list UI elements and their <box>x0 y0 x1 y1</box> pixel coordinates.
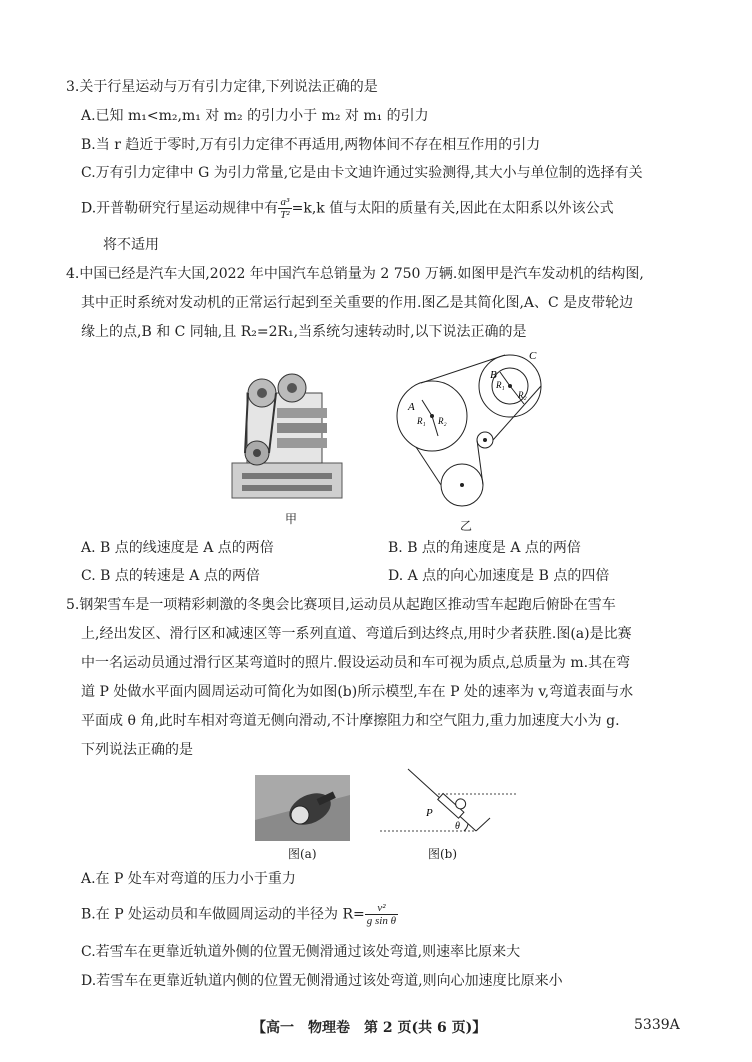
q5-line6: 下列说法正确的是 <box>81 742 193 758</box>
q4-line1: 4.中国已经是汽车大国,2022 年中国汽车总销量为 2 750 万辆.如图甲是汽车发动机的结构图, <box>66 266 644 282</box>
label-r1-b: R₁ <box>496 380 505 390</box>
fig-yi-caption: 乙 <box>460 519 473 533</box>
q4-line2: 其中正时系统对发动机的正常运行起到至关重要的作用.图乙是其简化图,A、C 是皮带轮边 <box>81 295 634 311</box>
q5-option-a: A.在 P 处车对弯道的压力小于重力 <box>81 871 296 887</box>
radius-fraction <box>365 902 398 927</box>
page-footer: 【高一 物理卷 第 2 页(共 6 页)】 <box>252 1020 487 1036</box>
label-theta: θ <box>455 821 460 832</box>
q3-option-c: C.万有引力定律中 G 为引力常量,它是由卡文迪许通过实验测得,其大小与单位制的选择有关 <box>81 165 643 181</box>
q4-line3: 缘上的点,B 和 C 同轴,且 R₂=2R₁,当系统匀速转动时,以下说法正确的是 <box>81 324 527 340</box>
q5-line5: 平面成 θ 角,此时车相对弯道无侧向滑动,不计摩擦阻力和空气阻力,重力加速度大小为 g. <box>81 713 620 729</box>
q3-option-b: B.当 r 趋近于零时,万有引力定律不再适用,两物体间不存在相互作用的引力 <box>81 137 541 153</box>
engine-illustration <box>222 368 352 508</box>
fig-a-caption: 图(a) <box>288 847 317 861</box>
q3-option-d-pre: D.开普勒研究行星运动规律中有 <box>81 200 279 217</box>
q3-option-d-post: =k,k 值与太阳的质量有关,因此在太阳系以外该公式 <box>291 200 614 217</box>
label-c: C <box>529 350 537 362</box>
q3-stem: 3.关于行星运动与万有引力定律,下列说法正确的是 <box>66 79 378 95</box>
kepler-fraction-den: T² <box>280 209 290 221</box>
label-r2-b: R₂ <box>518 390 527 400</box>
q5-line3: 中一名运动员通过滑行区某弯道时的照片.假设运动员和车可视为质点,总质量为 m.其在弯 <box>81 655 631 671</box>
q5-option-b-pre: B.在 P 处运动员和车做圆周运动的半径为 R= <box>81 906 365 923</box>
q5-line1: 5.钢架雪车是一项精彩刺激的冬奥会比赛项目,运动员从起跑区推动雪车起跑后俯卧在雪车 <box>66 597 616 613</box>
kepler-fraction <box>278 196 291 221</box>
pulley-diagram <box>392 348 562 514</box>
label-r1-a: R₁ <box>417 416 426 426</box>
label-p: P <box>426 807 433 819</box>
label-r2-a: R₂ <box>438 416 447 426</box>
q3-option-d <box>81 196 614 221</box>
fig-jia-caption: 甲 <box>285 512 298 526</box>
skeleton-photo <box>255 775 350 841</box>
kepler-fraction-num: a³ <box>278 196 291 209</box>
label-b: B <box>490 369 497 381</box>
q4-option-b: B. B 点的角速度是 A 点的两倍 <box>388 540 581 556</box>
q5-option-b <box>81 902 398 927</box>
label-a: A <box>408 401 415 413</box>
radius-fraction-num: v² <box>365 902 398 915</box>
exam-code: 5339A <box>634 1017 680 1033</box>
q5-option-d: D.若雪车在更靠近轨道内侧的位置无侧滑通过该处弯道,则向心加速度比原来小 <box>81 973 563 989</box>
q5-line2: 上,经出发区、滑行区和减速区等一系列直道、弯道后到达终点,用时少者获胜.图(a)是比赛 <box>81 626 632 642</box>
banked-curve-model <box>378 766 518 838</box>
fig-b-caption: 图(b) <box>428 847 458 861</box>
q3-option-a: A.已知 m₁<m₂,m₁ 对 m₂ 的引力小于 m₂ 对 m₁ 的引力 <box>81 108 429 124</box>
q4-option-a: A. B 点的线速度是 A 点的两倍 <box>81 540 274 556</box>
q4-option-c: C. B 点的转速是 A 点的两倍 <box>81 568 260 584</box>
radius-fraction-den: g sin θ <box>366 915 397 927</box>
q3-option-d-cont: 将不适用 <box>103 237 159 253</box>
q5-option-c: C.若雪车在更靠近轨道外侧的位置无侧滑通过该处弯道,则速率比原来大 <box>81 944 521 960</box>
q4-option-d: D. A 点的向心加速度是 B 点的四倍 <box>388 568 610 584</box>
q5-line4: 道 P 处做水平面内圆周运动可简化为如图(b)所示模型,车在 P 处的速率为 v,弯道表面与水 <box>81 684 634 700</box>
